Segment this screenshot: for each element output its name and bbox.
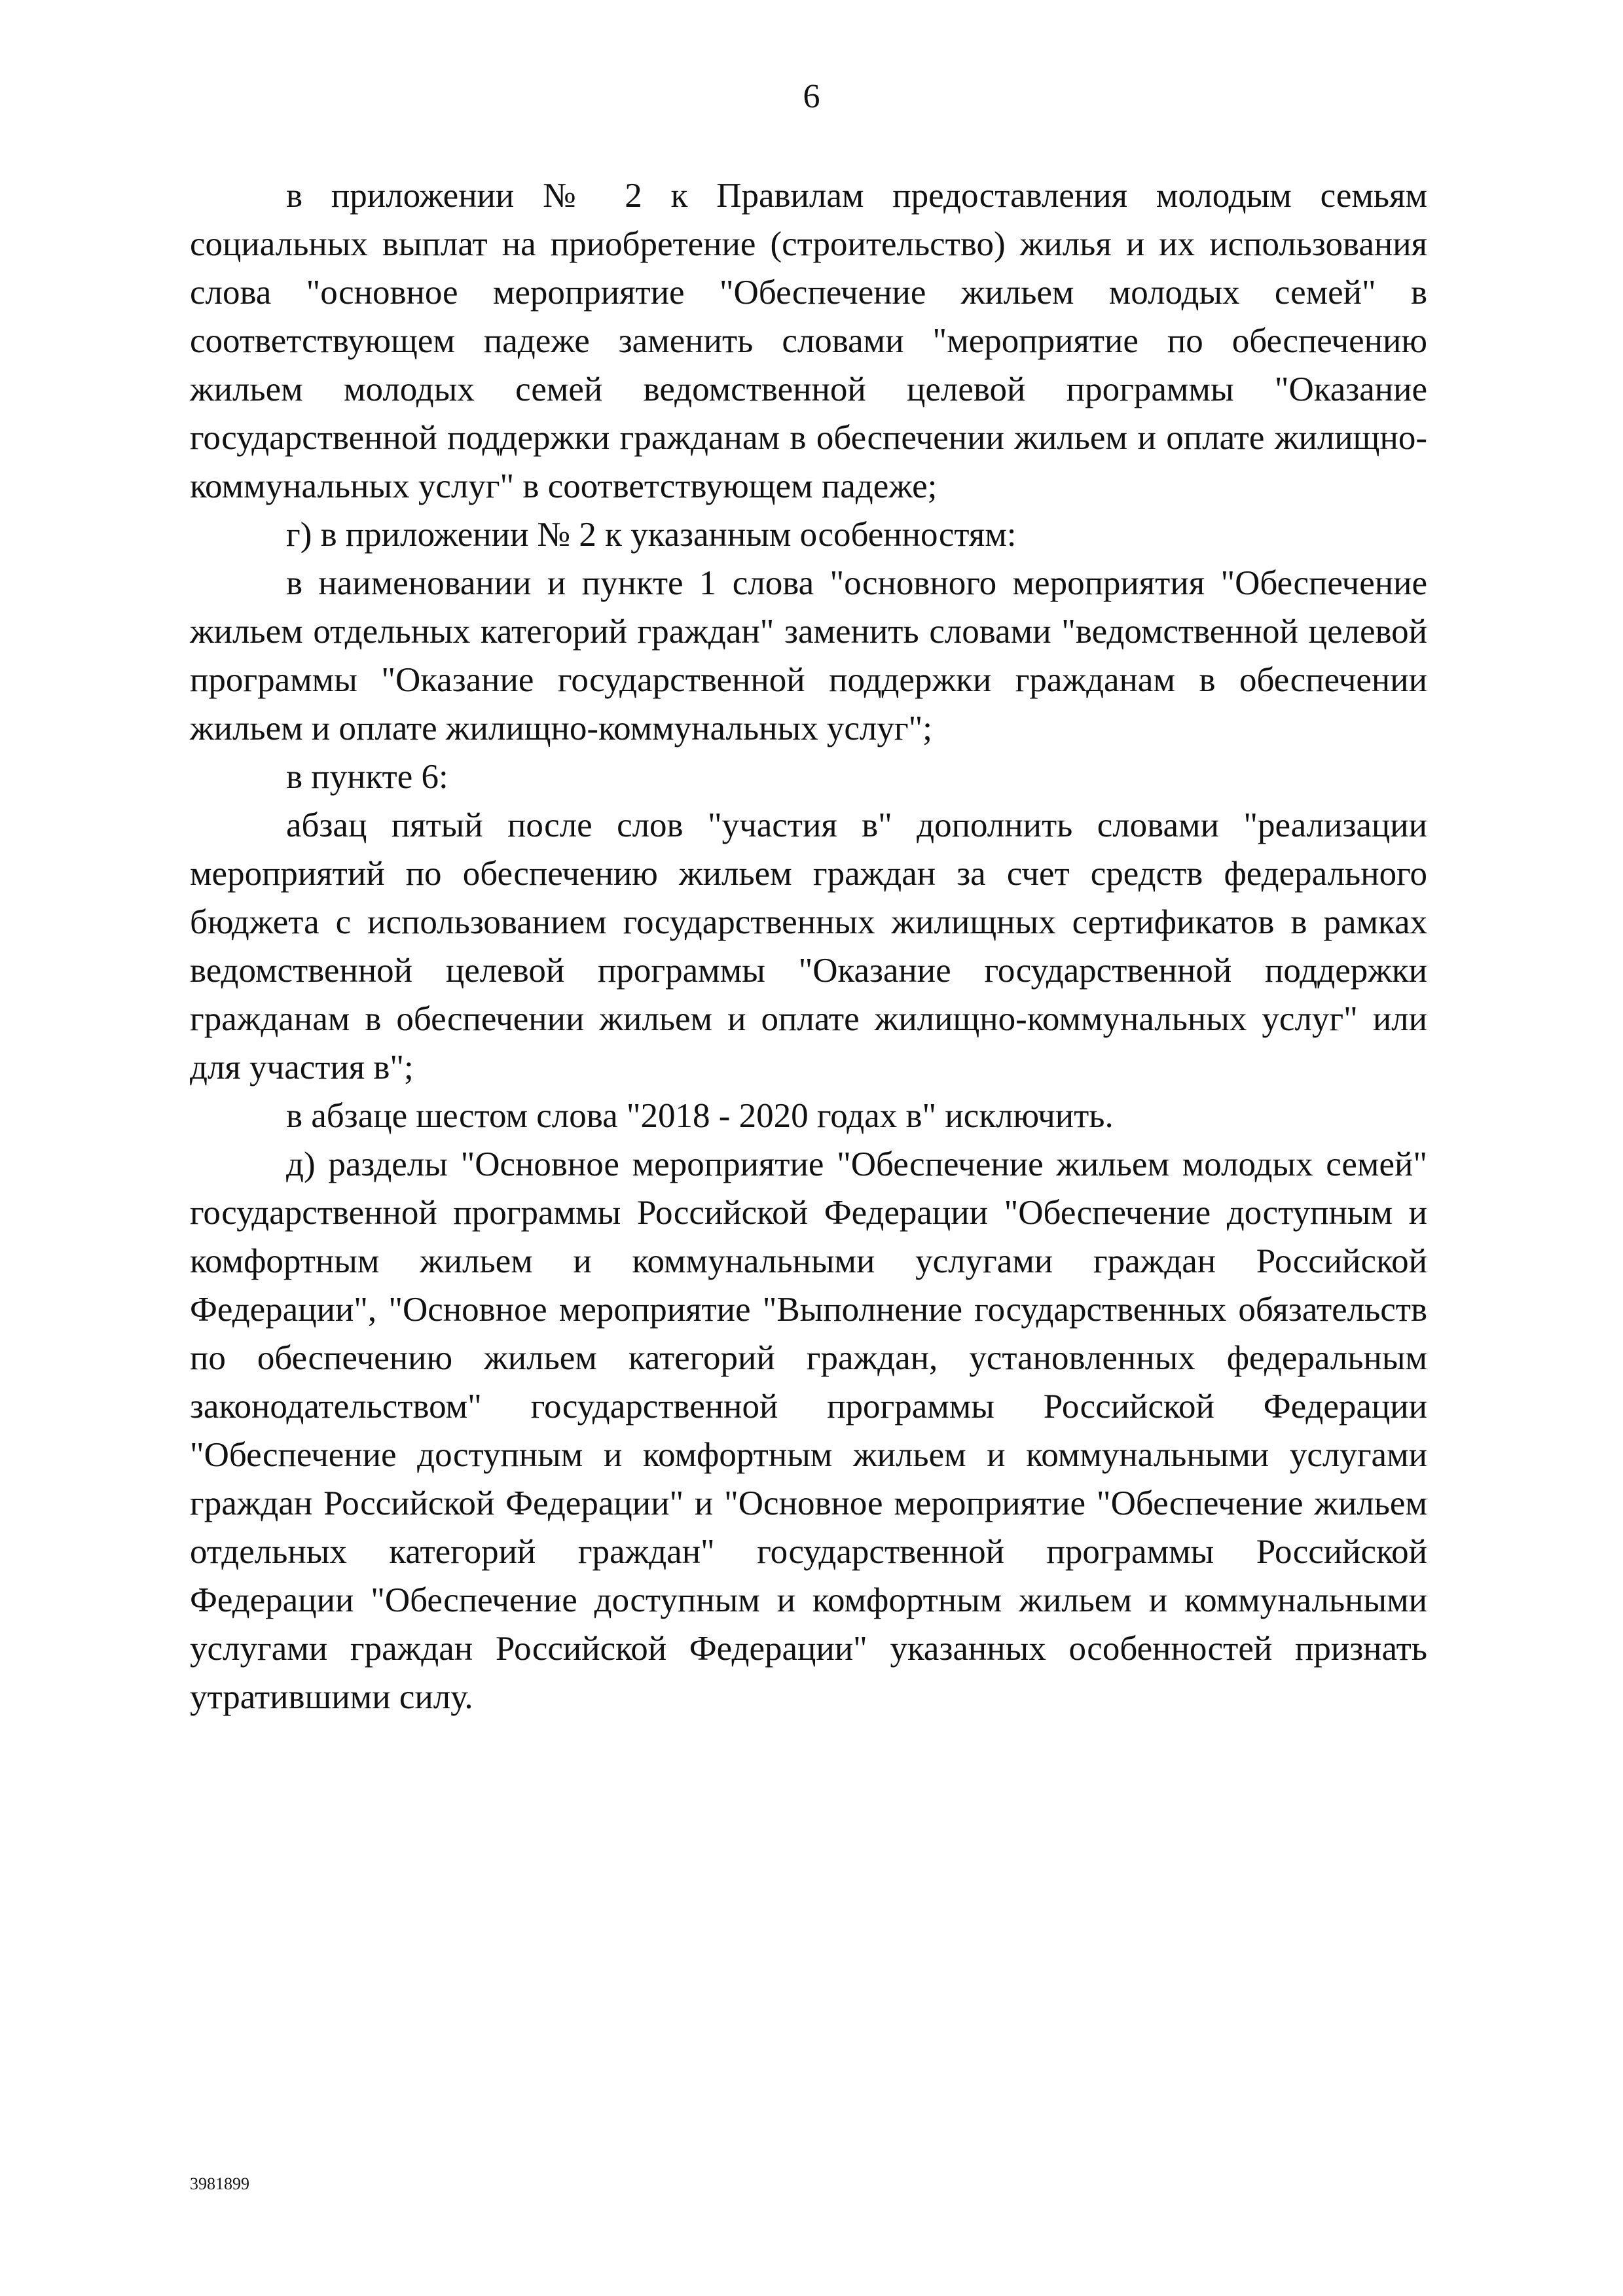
page-number: 6 <box>803 78 820 115</box>
paragraph-item-d: д) разделы "Основное мероприятие "Обеспечение жильем молодых семей" государственной программы Российской Федерации "Обеспечение доступным и комфортным жильем и коммунальными услугами граждан Российской Федерации", "Основное мероприятие "Выполнение государственных обязательств по обеспечению жильем категорий граждан, установленных федеральным законодательством" государственной программы Российской Федерации "Обеспечение доступным и комфортным жильем и коммунальными услугами граждан Российской Федерации" и "Основное мероприятие "Обеспечение жильем отдельных категорий граждан" государственной программы Российской Федерации "Обеспечение доступным и комфортным жильем и коммунальными услугами граждан Российской Федерации" указанных особенностей признать утратившими силу. <box>190 1145 1427 1716</box>
document-code: 3981899 <box>190 2174 249 2193</box>
document-body <box>190 171 1427 1721</box>
paragraph-sixth-subparagraph: в абзаце шестом слова "2018 - 2020 годах в" исключить. <box>286 1097 1114 1135</box>
paragraph-item-g: г) в приложении № 2 к указанным особенностям: <box>286 516 1017 554</box>
paragraph-appendix-2-rules: в приложении № 2 к Правилам предоставления молодым семьям социальных выплат на приобретение (строительство) жилья и их использования слова "основное мероприятие "Обеспечение жильем молодых семей" в соответствующем падеже заменить словами "мероприятие по обеспечению жильем молодых семей ведомственной целевой программы "Оказание государственной поддержки гражданам в обеспечении жильем и оплате жилищно-коммунальных услуг" в соответствующем падеже; <box>190 177 1427 505</box>
paragraph-point-6: в пункте 6: <box>286 758 448 796</box>
paragraph-fifth-subparagraph: абзац пятый после слов "участия в" дополнить словами "реализации мероприятий по обеспечению жильем граждан за счет средств федерального бюджета с использованием государственных жилищных сертификатов в рамках ведомственной целевой программы "Оказание государственной поддержки гражданам в обеспечении жильем и оплате жилищно-коммунальных услуг" или для участия в"; <box>190 806 1427 1086</box>
paragraph-title-and-point-1: в наименовании и пункте 1 слова "основного мероприятия "Обеспечение жильем отдельных категорий граждан" заменить словами "ведомственной целевой программы "Оказание государственной поддержки гражданам в обеспечении жильем и оплате жилищно-коммунальных услуг"; <box>190 564 1427 747</box>
